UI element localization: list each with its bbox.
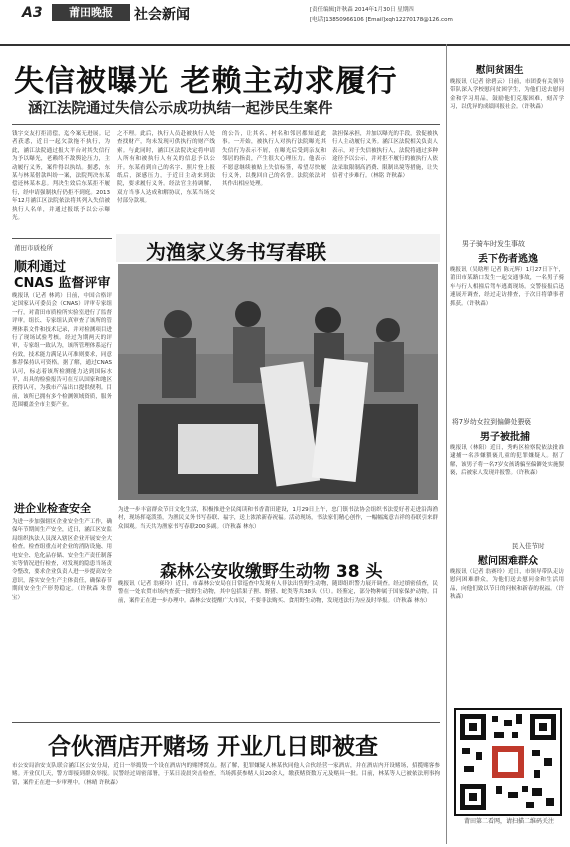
hotel-title: 合伙酒店开赌场 开业几日即被查 bbox=[48, 734, 379, 760]
hit-run-body: 晚报讯（吴晗理 记者 陈元辉）1月27日下午，莆田市某路口发生一起交通事故，一名男子骑车与行人相撞后驾车逃离现场。交警接报后迅速展开调查，经过走访排查，于次日将肇事者抓获。（许秋森） bbox=[450, 267, 564, 307]
hit-run-pre: 男子骑车时发生事故 bbox=[462, 240, 525, 248]
contact-line: [电话]13850966106 [Email]xqh12270178@126.com bbox=[310, 17, 453, 23]
lead-body-col-4: 款担保承担，并加以曝光的手段，敦促被执行人主动履行义务。涵江区法院相关负责人表示，对于失信被执行人，法院将通过多种途径予以公示，并对拒不履行的被执行人依法采取限制高消费、限制出境等措施，让失信者寸步难行。（林铭 许秋森） bbox=[332, 131, 438, 180]
cnas-title-2: CNAS 监督评审 bbox=[14, 276, 111, 291]
lead-body-col-2: 之不理。此后，执行人员赴被执行人处查找财产，均未发现可供执行的财产线索。与此同时，涵江区法院决定将申请人所有和被执行人有关的信息予以公开。东某看到自己的名字、照片登上报纸后，深感压力，于近日主动来到法院，要求履行义务。经法官主持调解，双方当事人达成和解协议，东某当场交付部分款项。 bbox=[117, 131, 215, 205]
enterprise-body: 为进一步加强辖区企业安全生产工作，确保年节期间生产安全，近日，涵江区安监局组织执法人员深入辖区企业开展安全大检查。检查组重点对企业的消防设施、用电安全、危化品存储、安全生产责任制落实等情况进行检查，对发现的隐患当场责令整改，要求企业负责人进一步提高安全意识，落实安全生产主体责任，确保春节期间安全生产形势稳定。（许秋森 朱曾宝） bbox=[12, 519, 112, 601]
hit-run-title: 丢下伤者逃逸 bbox=[478, 254, 538, 265]
qr-caption: 莆田第二看网，请扫描二维码关注 bbox=[463, 818, 554, 825]
page-number: A3 bbox=[22, 5, 43, 21]
cnas-dateline: 莆田市质检所 bbox=[14, 244, 53, 252]
relief-pre: 民入佳节时 bbox=[512, 542, 545, 550]
fishermen-title: 为渔家义务书写春联 bbox=[146, 240, 326, 264]
poor-students-title: 慰问贫困生 bbox=[476, 65, 524, 76]
hotel-rule bbox=[12, 722, 440, 723]
molest-body: 晚报讯（林阳）近日，秀屿区检察院依法批准逮捕一名涉嫌猥亵儿童的犯罪嫌疑人。据了解，该男子将一名7岁女孩诱骗至偏僻处实施猥亵，后被家人发现并报警。（许秋森） bbox=[450, 445, 564, 477]
editor-line: [责任编辑]许秋森 2014年1月30日 星期四 bbox=[310, 7, 414, 13]
molest-pre: 将7岁幼女拉到偏僻处猥亵 bbox=[452, 418, 532, 426]
lead-rule bbox=[12, 124, 440, 125]
qr-code-icon bbox=[456, 710, 560, 814]
calligraphy-photo-icon bbox=[118, 264, 438, 500]
enterprise-title: 进企业检查安全 bbox=[14, 502, 91, 515]
cnas-body: 晚报讯（记者 林鸿）日前，中国合格评定国家认可委员会（CNAS）评审专家组一行，对莆田市质检所实验室进行了监督评审。组长、专家组认真审查了该所的管理体系文件和技术记录，并对检测项目进行了现场试验考核。经过为期两天的评审，专家组一致认为，该所管理体系运行有效，技术能力满足认可准则要求，同意推荐保持认可资格。据了解，通过CNAS认可，标志着该所检测能力达到国际水平，出具的检验报告可在互认国家和地区获得认可，为我市产品出口提供便利。目前，该所已拥有多个检测领域资质，服务范围覆盖全市主要产业。 bbox=[12, 293, 112, 409]
fishermen-caption: 为进一步丰富群众节日文化生活，积极推进全民阅读和书香莆田建设，1月29日上午，忠门镇书法协会组织书法爱好者走进沿海渔村，现场挥毫泼墨，为渔民义务书写春联、福字，送上浓浓新春祝福。活动现场，书法家们精心创作，一幅幅寓意吉祥的春联引来群众围观。当天共为渔家书写春联200多副。（许秋森 林东） bbox=[118, 507, 438, 530]
relief-body: 晚报讯（记者 翁赛玲）近日，市领导带队走访慰问困难群众，为他们送去慰问金和生活用品，向他们致以节日的问候和新春的祝福。（许秋森） bbox=[450, 569, 564, 601]
hotel-body: 市公安局治安支队联合涵江区公安分局，近日一举捣毁一个设在酒店内的赌博窝点。据了解，犯罪嫌疑人林某伙同他人合伙经营一家酒店，并在酒店内开设赌场，招揽赌客参赌。开业仅几天，警方即接到群众举报。民警经过周密部署，于某日凌晨突击检查，当场抓获参赌人员20余人，缴获赌资数万元及赌具一批。目前，林某等人已被依法刑事拘留，案件正在进一步审理中。（林晴 许秋森） bbox=[12, 763, 440, 786]
lead-body-col-3: 的公告，让其名、村名和邻居都知道此事。一开始，被执行人对执行法院曝光其失信行为表示不屑，在曝光后受到亲友和邻居的指责，产生很大心理压力。他表示不愿意继续被贴上失信标签，希望尽快履行义务，以挽回自己的名誉。法院依法对其作出相应处理。 bbox=[222, 131, 326, 188]
newspaper-logo: 莆田晚报 bbox=[52, 4, 130, 21]
lead-headline: 失信被曝光 老赖主动求履行 bbox=[14, 64, 398, 99]
lead-body-col-1: 钱字交友打拒清偿，迄今案无进展。记者获悉，近日一起欠款拖不执行，为此，涵江法院通过报大平台对其失信行为予以曝光，老赖终不敌舆论压力，主动履行义务，案件得以执结。据悉，东某与林某借款纠纷一案，法院判决东某偿还林某本息。判决生效后东某拒不履行，经申请强制执行仍拒不到庭。2013年12月涵江区法院依法将其列入失信被执行人名单，并通过报纸予以公示曝光。 bbox=[12, 131, 110, 222]
lead-subhead: 涵江法院通过失信公示成功执结一起涉民生案件 bbox=[28, 101, 333, 117]
poor-students-body: 晚报讯（记者 徐碧云）日前，市团委有关领导带队深入学校慰问贫困学生，为他们送去慰问金和学习用品，鼓励他们克服困难，刻苦学习，以优异的成绩回报社会。（许秋森） bbox=[450, 79, 564, 111]
fishermen-photo bbox=[118, 264, 438, 500]
cnas-title-1: 顺利通过 bbox=[14, 260, 67, 275]
cnas-rule bbox=[12, 238, 112, 239]
qr-code bbox=[454, 708, 562, 816]
wildlife-body: 晚报讯（记者 翁赛玲）近日，市森林公安局在日常巡查中发现有人非法出售野生动物，随即组织警力展开调查。经过缜密侦查，民警在一处农贸市场内查获一批野生动物，其中包括果子狸、野猪、蛇类等共38头（只）。经鉴定，部分物种属于国家保护动物。目前，案件正在进一步办理中。森林公安提醒广大市民，不要非法购买、食用野生动物，发现违法行为应及时举报。（许秋森 林东） bbox=[118, 581, 438, 604]
right-column-divider bbox=[446, 44, 447, 844]
relief-title: 慰问困难群众 bbox=[478, 556, 538, 567]
wildlife-title: 森林公安收缴野生动物 38 头 bbox=[160, 562, 383, 582]
molest-title: 男子被批捕 bbox=[480, 432, 530, 443]
section-title: 社会新闻 bbox=[134, 7, 190, 23]
